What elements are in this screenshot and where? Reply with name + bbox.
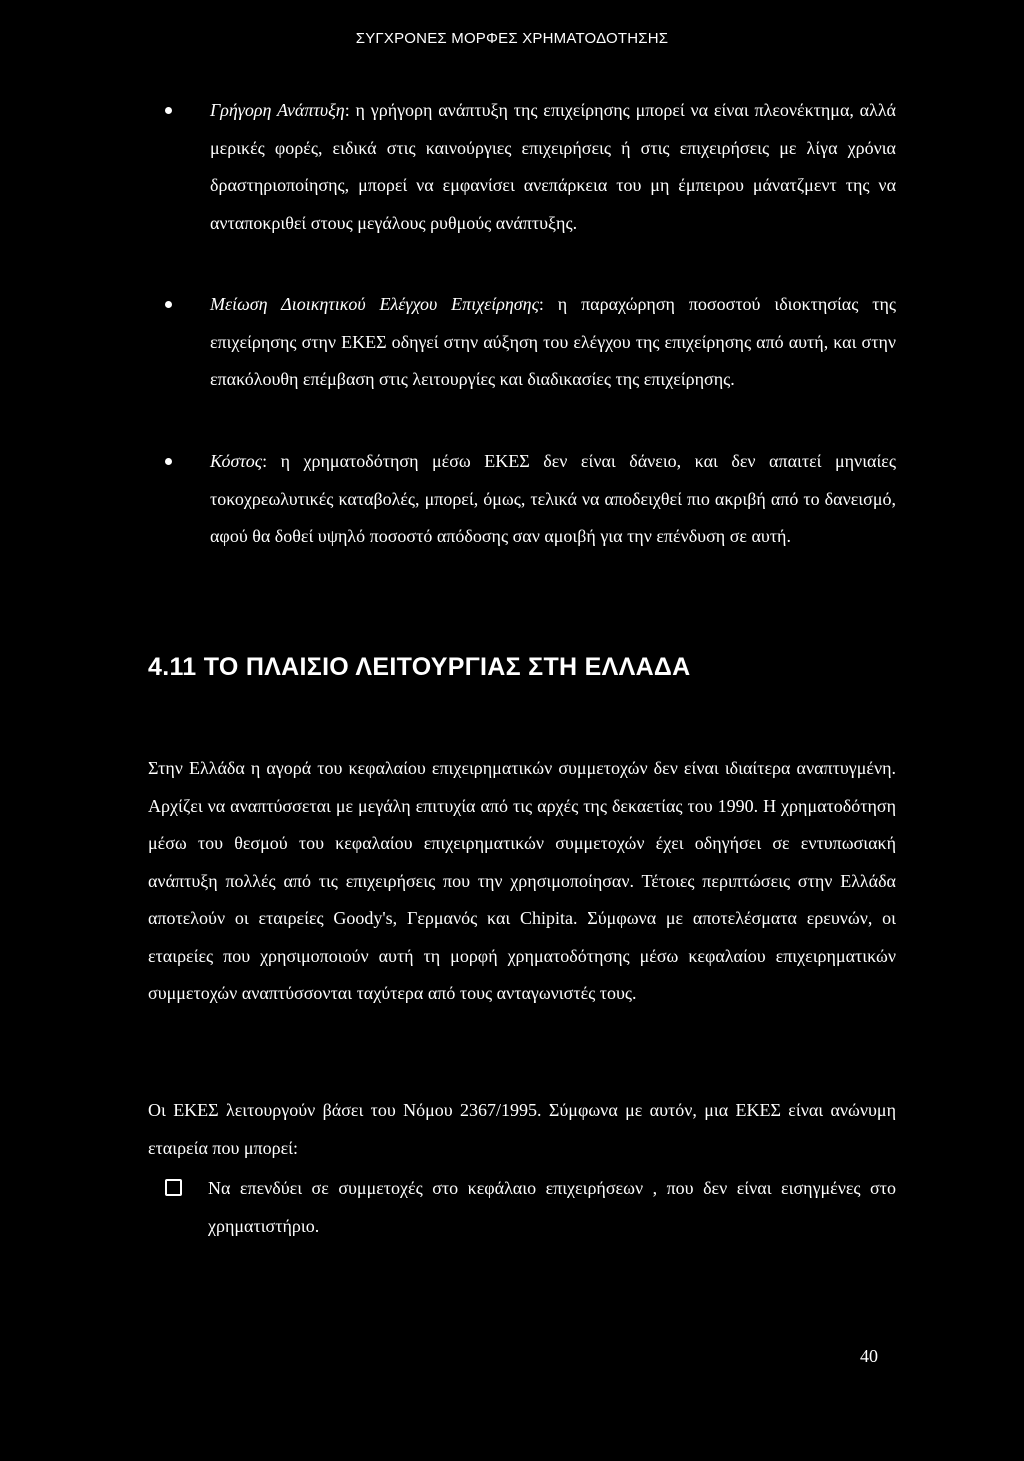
bullet-dot-icon	[165, 107, 172, 114]
checkbox-icon	[165, 1179, 182, 1196]
checklist-item-text: Να επενδύει σε συμμετοχές στο κεφάλαιο επιχειρήσεων , που δεν είναι εισηγμένες στο χρηματιστήριο.	[208, 1178, 896, 1236]
page-number: 40	[860, 1346, 878, 1366]
bullet-item-rapid-growth	[210, 92, 896, 242]
bullet-text: : η χρηματοδότηση μέσω ΕΚΕΣ δεν είναι δάνειο, και δεν απαιτεί μηνιαίες τοκοχρεωλυτικές καταβολές, μπορεί, όμως, τελικά να αποδειχθεί πιο ακριβή από το δανεισμό, αφού θα δοθεί υψηλό ποσοστό απόδοσης σαν αμοιβή για την επένδυση σε αυτή.	[210, 451, 896, 546]
bullet-dot-icon	[165, 458, 172, 465]
bullet-dot-icon	[165, 301, 172, 308]
body-paragraph-greek-market: Στην Ελλάδα η αγορά του κεφαλαίου επιχειρηματικών συμμετοχών δεν είναι ιδιαίτερα αναπτυγμένη. Αρχίζει να αναπτύσσεται με μεγάλη επιτυχία από τις αρχές της δεκαετίας του 1990. Η χρηματοδότηση μέσω του θεσμού του κεφαλαίου επιχειρηματικών συμμετοχών έχει οδηγήσει σε εντυπωσιακή ανάπτυξη πολλές από τις επιχειρήσεις που την χρησιμοποίησαν. Τέτοιες περιπτώσεις στην Ελλάδα αποτελούν οι εταιρείες Goody's, Γερμανός και Chipita. Σύμφωνα με αποτελέσματα ερευνών, οι εταιρείες που χρησιμοποιούν αυτή τη μορφή χρηματοδότησης μέσω κεφαλαίου επιχειρηματικών συμμετοχών αναπτύσσονται ταχύτερα από τους ανταγωνιστές τους.	[148, 758, 896, 1003]
bullet-term: Μείωση Διοικητικού Ελέγχου Επιχείρησης	[210, 294, 539, 314]
bullet-term: Κόστος	[210, 451, 263, 471]
checklist-item	[208, 1170, 896, 1245]
section-heading: 4.11 ΤΟ ΠΛΑΙΣΙΟ ΛΕΙΤΟΥΡΓΙΑΣ ΣΤΗ ΕΛΛΑΔΑ	[148, 653, 691, 681]
body-paragraph-law: Οι ΕΚΕΣ λειτουργούν βάσει του Νόμου 2367/1995. Σύμφωνα με αυτόν, μια ΕΚΕΣ είναι ανώνυμη εταιρεία που μπορεί:	[148, 1100, 896, 1158]
bullet-item-control-reduction	[210, 286, 896, 399]
bullet-item-cost	[210, 443, 896, 556]
running-header: ΣΥΓΧΡΟΝΕΣ ΜΟΡΦΕΣ ΧΡΗΜΑΤΟΔΟΤΗΣΗΣ	[355, 30, 669, 47]
bullet-text: : η παραχώρηση ποσοστού ιδιοκτησίας της επιχείρησης στην ΕΚΕΣ οδηγεί στην αύξηση του ελέγχου της επιχείρησης από αυτή, και στην επακόλουθη επέμβαση στις λειτουργίες και διαδικασίες της επιχείρησης.	[210, 294, 896, 389]
bullet-text: : η γρήγορη ανάπτυξη της επιχείρησης μπορεί να είναι πλεονέκτημα, αλλά μερικές φορές, ειδικά στις καινούργιες επιχειρήσεις ή στις επιχειρήσεις με λίγα χρόνια δραστηριοποίησης, μπορεί να εμφανίσει ανεπάρκεια του μη έμπειρου μάνατζμεντ της να ανταποκριθεί στους μεγάλους ρυθμούς ανάπτυξης.	[210, 100, 896, 233]
bullet-term: Γρήγορη Ανάπτυξη	[210, 100, 345, 120]
